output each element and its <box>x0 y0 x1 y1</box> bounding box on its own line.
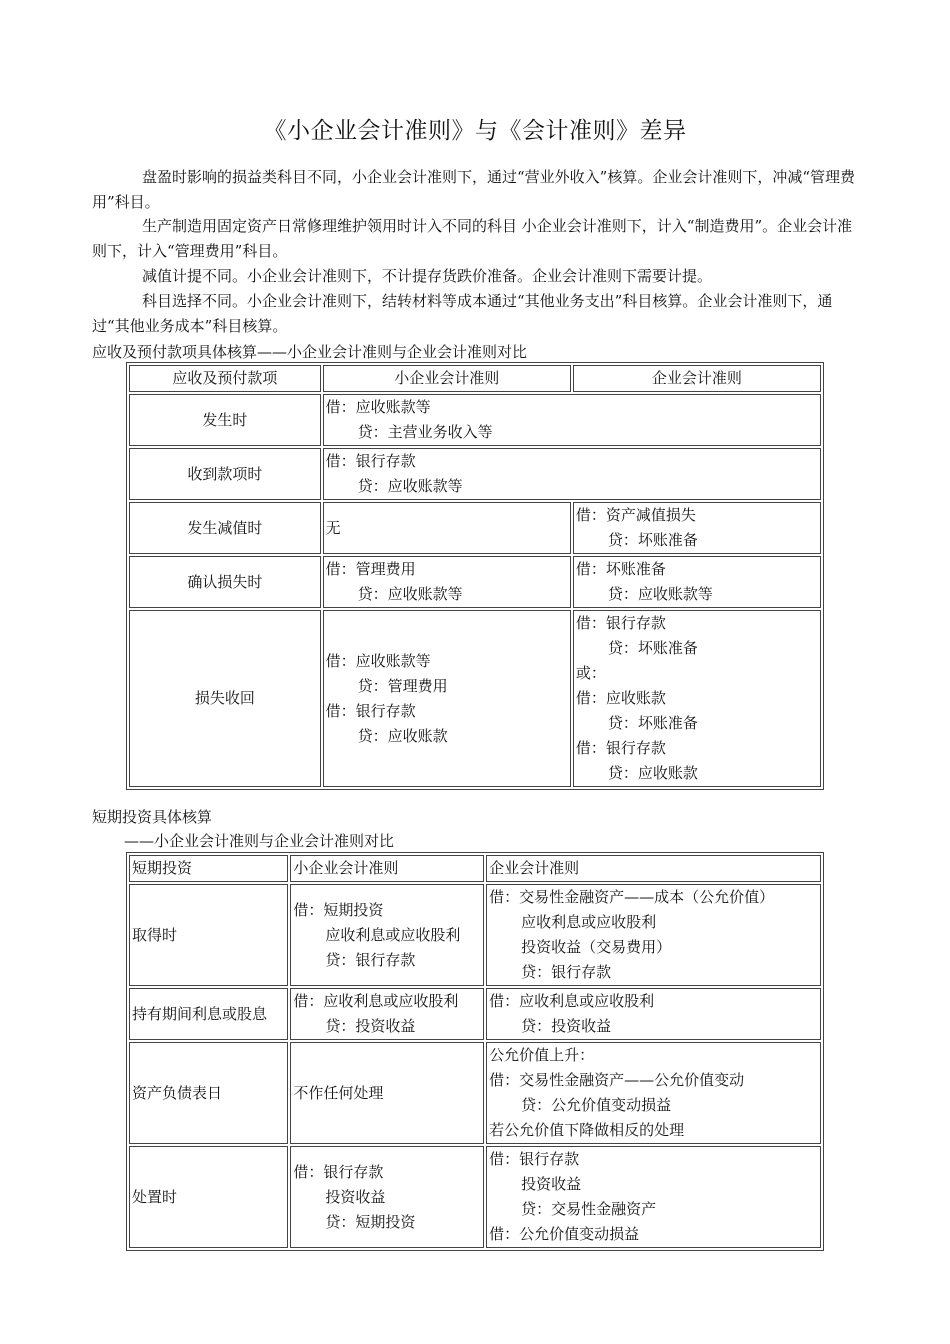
table-row <box>129 988 821 1040</box>
entry-line: 借：银行存款 <box>325 452 416 470</box>
entry-line: 贷：应收账款等 <box>357 477 463 495</box>
table-header-row <box>129 855 821 882</box>
paragraph <box>92 165 860 215</box>
entry-line: 公允价值上升： <box>489 1046 595 1064</box>
entry-line: 贷：应收账款等 <box>357 585 463 603</box>
small-entry <box>323 502 571 554</box>
entry-line: 借：短期投资 <box>293 900 384 919</box>
row-label: 资产负债表日 <box>129 1042 288 1144</box>
row-label: 持有期间利息或股息 <box>129 988 288 1040</box>
receivables-table <box>126 362 824 790</box>
entry-line: 贷：主营业务收入等 <box>357 423 493 441</box>
entry-line: 借：应收账款等 <box>325 398 431 416</box>
table-row <box>129 610 821 787</box>
small-entry <box>290 988 484 1040</box>
entry-line: 借：银行存款 <box>575 739 666 757</box>
table-row <box>129 1042 821 1144</box>
entry-line: 贷：应收账款 <box>357 726 448 745</box>
shared-entry <box>323 448 821 500</box>
entry-line: 借：银行存款 <box>293 1162 384 1181</box>
entry-line: 贷：坏账准备 <box>607 714 698 732</box>
small-entry <box>290 1042 484 1144</box>
entry-line: 借：应收账款 <box>575 689 666 707</box>
paragraph <box>92 289 860 339</box>
entry-line: 借：公允价值变动损益 <box>489 1225 640 1243</box>
entry-line: 投资收益 <box>325 1187 386 1206</box>
entry-line: 贷：投资收益 <box>325 1017 416 1035</box>
row-label: 处置时 <box>129 1146 288 1248</box>
entry-line: 借：交易性金融资产——公允价值变动 <box>489 1071 745 1089</box>
table-row <box>129 502 821 554</box>
entry-line: 贷：坏账准备 <box>607 531 698 549</box>
entry-line: 贷：应收账款等 <box>607 585 713 603</box>
entry-line: 投资收益（交易费用） <box>521 938 672 956</box>
small-entry <box>290 1146 484 1248</box>
entry-line: 若公允价值下降做相反的处理 <box>489 1121 685 1139</box>
table-row <box>129 448 821 500</box>
paragraph-text: 生产制造用固定资产日常修理维护领用时计入不同的科目 小企业会计准则下，计入“制造费用”。企业会计准则下，计入“管理费用”科目。 <box>92 217 853 260</box>
table-header-row <box>129 365 821 392</box>
entry-line: 借：银行存款 <box>575 614 666 632</box>
small-entry <box>323 556 571 608</box>
entry-line: 贷：应收账款 <box>607 764 698 782</box>
entry-line: 贷：公允价值变动损益 <box>521 1096 672 1114</box>
small-entry <box>323 610 571 787</box>
entry-line: 借：交易性金融资产——成本（公允价值） <box>489 888 775 906</box>
enterprise-entry <box>573 556 821 608</box>
column-header: 企业会计准则 <box>573 365 821 392</box>
enterprise-entry <box>573 610 821 787</box>
entry-line: 投资收益 <box>521 1175 582 1193</box>
column-header: 短期投资 <box>129 855 288 882</box>
entry-line: 借：资产减值损失 <box>575 506 696 524</box>
entry-line: 贷：坏账准备 <box>607 639 698 657</box>
shared-entry <box>323 394 821 446</box>
entry-line: 借：坏账准备 <box>575 560 666 578</box>
enterprise-entry <box>486 988 821 1040</box>
row-label: 取得时 <box>129 884 288 986</box>
entry-line: 应收利息或应收股利 <box>325 925 461 944</box>
column-header: 应收及预付款项 <box>129 365 321 392</box>
entry-line: 贷：银行存款 <box>325 950 416 969</box>
paragraph-text: 科目选择不同。小企业会计准则下，结转材料等成本通过“其他业务支出”科目核算。企业会计准则下，通过“其他业务成本”科目核算。 <box>92 292 833 335</box>
entry-line: 贷：银行存款 <box>521 963 612 981</box>
enterprise-entry <box>573 502 821 554</box>
enterprise-entry <box>486 1042 821 1144</box>
table-row <box>129 1146 821 1248</box>
row-label: 损失收回 <box>129 610 321 787</box>
table2-subcaption: ——小企业会计准则与企业会计准则对比 <box>124 832 395 850</box>
entry-line: 无 <box>325 518 341 537</box>
entry-line: 贷：交易性金融资产 <box>521 1200 657 1218</box>
entry-line: 或： <box>575 664 606 682</box>
table1-caption: 应收及预付款项具体核算——小企业会计准则与企业会计准则对比 <box>92 343 528 361</box>
entry-line: 借：银行存款 <box>325 701 416 720</box>
column-header: 小企业会计准则 <box>290 855 484 882</box>
entry-line: 贷：管理费用 <box>357 676 448 695</box>
row-label: 发生减值时 <box>129 502 321 554</box>
entry-line: 借：应收利息或应收股利 <box>293 992 459 1010</box>
paragraph-text: 减值计提不同。小企业会计准则下，不计提存货跌价准备。企业会计准则下需要计提。 <box>142 267 713 285</box>
short-term-investment-table <box>126 852 824 1251</box>
page-title: 《小企业会计准则》与《会计准则》差异 <box>263 118 687 144</box>
entry-line: 不作任何处理 <box>293 1083 384 1102</box>
table2-caption: 短期投资具体核算 <box>92 808 213 826</box>
row-label: 确认损失时 <box>129 556 321 608</box>
enterprise-entry <box>486 1146 821 1248</box>
column-header: 小企业会计准则 <box>323 365 571 392</box>
row-label: 发生时 <box>129 394 321 446</box>
row-label: 收到款项时 <box>129 448 321 500</box>
enterprise-entry <box>486 884 821 986</box>
entry-line: 借：银行存款 <box>489 1150 580 1168</box>
entry-line: 贷：短期投资 <box>325 1212 416 1231</box>
entry-line: 借：应收账款等 <box>325 651 431 670</box>
paragraph <box>92 214 860 264</box>
table-row <box>129 884 821 986</box>
entry-line: 贷：投资收益 <box>521 1017 612 1035</box>
column-header: 企业会计准则 <box>486 855 821 882</box>
entry-line: 应收利息或应收股利 <box>521 913 657 931</box>
paragraph <box>92 264 860 289</box>
table-row <box>129 556 821 608</box>
table-row <box>129 394 821 446</box>
paragraph-text: 盘盈时影响的损益类科目不同，小企业会计准则下，通过“营业外收入”核算。企业会计准则下，冲减“管理费用”科目。 <box>92 168 856 211</box>
entry-line: 借：应收利息或应收股利 <box>489 992 655 1010</box>
entry-line: 借：管理费用 <box>325 560 416 578</box>
small-entry <box>290 884 484 986</box>
